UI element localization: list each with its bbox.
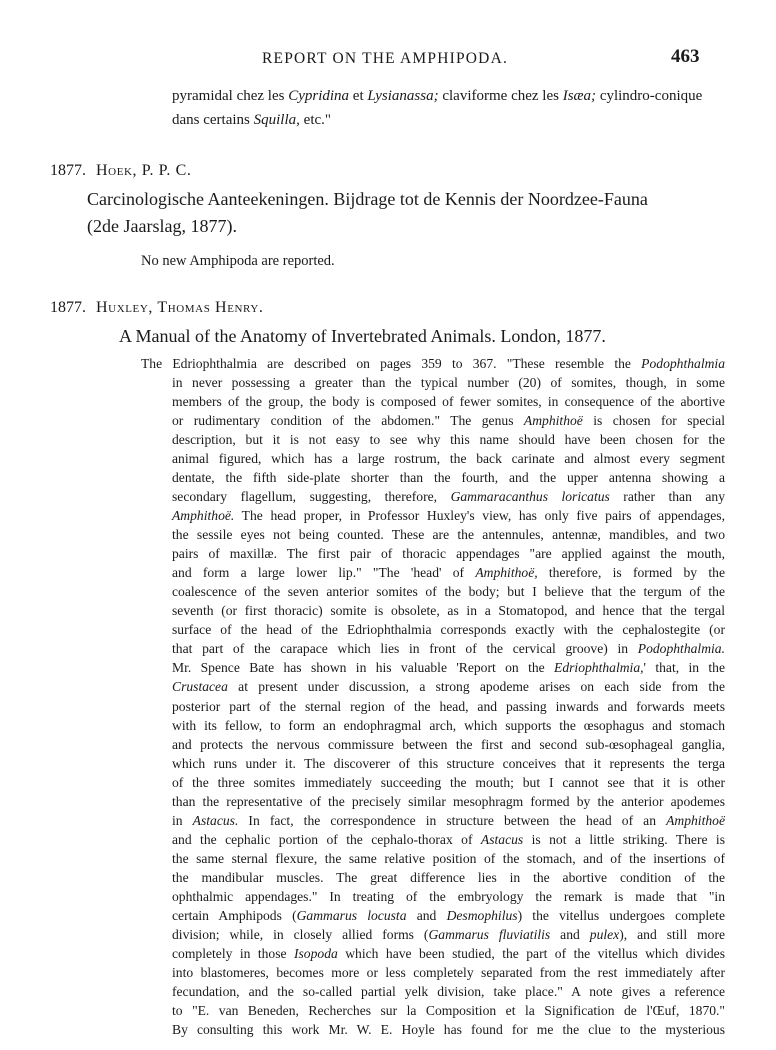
- body-line: the sessile eyes not being counted. These are the antennules, antennæ, mandibles, and two: [172, 527, 725, 543]
- entry-title: Carcinologische Aanteekeningen. Bijdrage tot de Kennis der Noordzee-Fauna: [87, 189, 648, 209]
- body-line: than the representative of the precisely similar mesophragm formed by the anterior apodemes: [172, 793, 725, 809]
- body-line: the mandibular muscles. The great difference lies in the abortive condition of the: [172, 869, 725, 885]
- body-line: members of the group, the body is composed of fewer somites, in consequence of the abortive: [172, 394, 725, 410]
- body-line: surface of the head of the Edriophthalmia corresponds exactly with the cephalostegite (or: [172, 622, 725, 638]
- continuation-line: pyramidal chez les Cypridina et Lysianassa; claviforme chez les Isæa; cylindro-conique: [172, 88, 703, 104]
- entry-title: (2de Jaarslag, 1877).: [87, 216, 237, 236]
- bibliography-entry-heading: [50, 162, 191, 180]
- body-line: completely in those Isopoda which have been studied, the part of the vitellus which divides: [172, 945, 726, 961]
- body-line: posterior part of the sternal region of the head, and passing inwards and forwards meets: [172, 698, 725, 714]
- entry-year: 1877.: [50, 162, 86, 179]
- entry-note: No new Amphipoda are reported.: [141, 253, 335, 269]
- body-line: Crustacea at present under discussion, a strong apodeme arises on each side from the: [172, 679, 725, 695]
- body-line: fecundation, and the so-called partial yelk division, take place." A note gives a reference: [172, 983, 725, 999]
- body-line: and form a large lower lip." "The 'head' of Amphithoë, therefore, is formed by the: [172, 565, 725, 581]
- body-line: By consulting this work Mr. W. E. Hoyle has found for me the clue to the mysterious: [172, 1022, 725, 1037]
- body-line: dentate, the fifth side-plate shorter than the fourth, and the upper antenna showing a: [172, 470, 725, 486]
- body-line: coalescence of the seven anterior somites of the body; but I believe that the tergum of the: [172, 584, 725, 600]
- body-line: with its fellow, to form an endophragmal arch, which supports the œsophagus and stomach: [172, 717, 725, 733]
- page-header: [0, 46, 776, 76]
- body-line: description, but it is not easy to see why this name should have been chosen for the: [172, 432, 725, 448]
- body-line: animal figured, which has a large rostrum, the back carinate and almost every segment: [172, 451, 725, 467]
- body-line: division; while, in closely allied forms (Gammarus fluviatilis and pulex), and still more: [172, 926, 725, 942]
- body-line: in never possessing a greater than the typical number (20) of somites, though, in some: [172, 375, 725, 391]
- bibliography-entry-heading: [50, 299, 264, 317]
- body-line: Mr. Spence Bate has shown in his valuable 'Report on the Edriophthalmia,' that, in the: [172, 660, 725, 676]
- body-line: ophthalmic appendages." In treating of the embryology the remark is made that "in: [172, 888, 725, 904]
- body-line: into blastomeres, becomes more or less completely separated from the rest immediately after: [172, 964, 725, 980]
- body-line: of the three somites immediately succeeding the mouth; but I cannot see that it is other: [172, 774, 725, 790]
- body-line: secondary flagellum, suggesting, therefore, Gammaracanthus loricatus rather than any: [172, 489, 726, 505]
- body-line: pairs of maxillæ. The first pair of thoracic appendages "are applied against the mouth,: [172, 546, 725, 562]
- body-line: seventh (or first thoracic) somite is obsolete, as in a Stomatopod, and hence that the tergal: [172, 603, 725, 619]
- body-line: certain Amphipods (Gammarus locusta and Desmophilus) the vitellus undergoes complete: [172, 907, 725, 923]
- body-line: the same sternal flexure, the same relative position of the stomach, and of the insertions of: [172, 850, 725, 866]
- body-line: or rudimentary condition of the abdomen." The genus Amphithoë is chosen for special: [172, 413, 725, 429]
- entry-year: 1877.: [50, 299, 86, 316]
- body-line: and the cephalic portion of the cephalo-thorax of Astacus is not a little striking. There is: [172, 831, 725, 847]
- body-line: in Astacus. In fact, the correspondence in structure between the head of an Amphithoë: [172, 812, 725, 828]
- entry-author: Huxley, Thomas Henry.: [96, 299, 264, 316]
- body-line: Amphithoë. The head proper, in Professor Huxley's view, has only five pairs of appendages,: [172, 508, 725, 524]
- page-number: 463: [671, 46, 700, 67]
- body-line: which runs under it. The discoverer of this structure conceives that it represents the terga: [172, 755, 725, 771]
- body-line: The Edriophthalmia are described on pages 359 to 367. "These resemble the Podophthalmia: [141, 356, 725, 371]
- continuation-line: dans certains Squilla, etc.": [172, 112, 332, 128]
- running-title: REPORT ON THE AMPHIPODA.: [262, 50, 509, 67]
- body-line: to "E. van Beneden, Recherches sur la Composition et la Signification de l'Œuf, 1870.": [172, 1002, 725, 1018]
- entry-title: A Manual of the Anatomy of Invertebrated Animals. London, 1877.: [119, 326, 606, 346]
- body-line: that part of the carapace which lies in front of the cervical groove) in Podophthalmia.: [172, 641, 725, 657]
- entry-author: Hoek, P. P. C.: [96, 162, 192, 179]
- body-line: and protects the nervous commissure between the first and second sub-œsophageal ganglia,: [172, 736, 725, 752]
